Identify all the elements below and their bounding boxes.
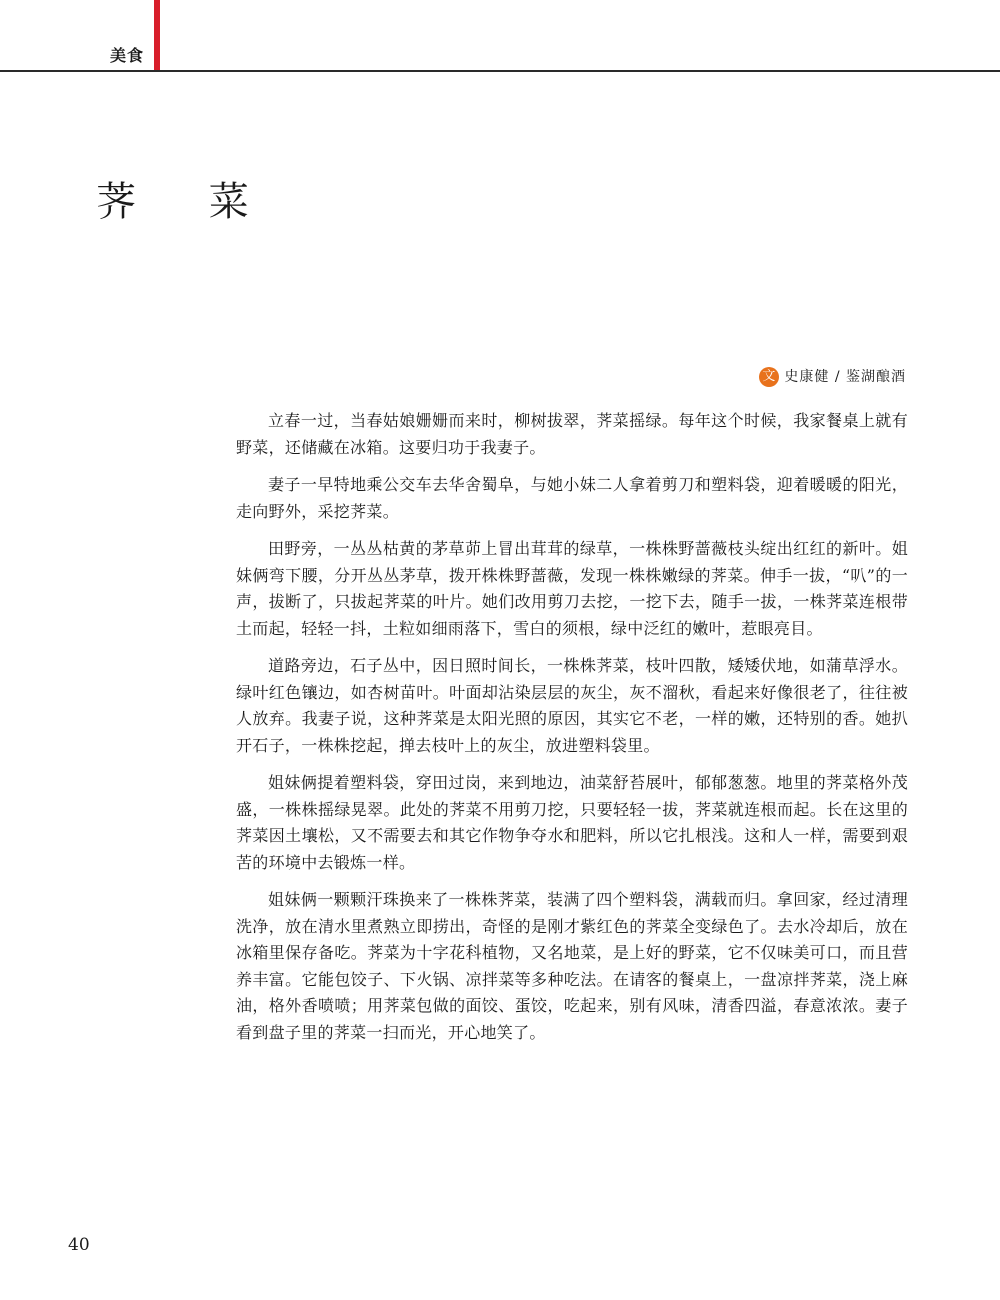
paragraph-3: 田野旁，一丛丛枯黄的茅草茆上冒出茸茸的绿草，一株株野蔷薇枝头绽出红红的新叶。姐妹俩弯下腰，分开丛丛茅草，拨开株株野蔷薇，发现一株株嫩绿的荠菜。伸手一拔，“叭”的一声，拔断了，只拔起荠菜的叶片。她们改用剪刀去挖，一挖下去，随手一拔，一株荠菜连根带土而起，轻轻一抖，土粒如细雨落下，雪白的须根，绿中泛红的嫩叶，惹眼亮目。 — [236, 539, 908, 638]
paragraph-2: 妻子一早特地乘公交车去华舍蜀阜，与她小妹二人拿着剪刀和塑料袋，迎着暖暖的阳光，走向野外，采挖荠菜。 — [236, 475, 908, 521]
byline — [759, 366, 906, 388]
page-number: 40 — [68, 1235, 90, 1255]
paragraph-5: 姐妹俩提着塑料袋，穿田过岗，来到地边，油菜舒苔展叶，郁郁葱葱。地里的荠菜格外茂盛，一株株摇绿晃翠。此处的荠菜不用剪刀挖，只要轻轻一拔，荠菜就连根而起。长在这里的荠菜因土壤松，又不需要去和其它作物争夺水和肥料，所以它扎根浅。这和人一样，需要到艰苦的环境中去锻炼一样。 — [236, 773, 908, 872]
section-label: 美食 — [110, 46, 145, 65]
paragraph-6: 姐妹俩一颗颗汗珠换来了一株株荠菜，装满了四个塑料袋，满载而归。拿回家，经过清理洗净，放在清水里煮熟立即捞出，奇怪的是刚才紫红色的荠菜全变绿色了。去水冷却后，放在冰箱里保存备吃。荠菜为十字花科植物，又名地菜，是上好的野菜，它不仅味美可口，而且营养丰富。它能包饺子、下火锅、凉拌菜等多种吃法。在请客的餐桌上，一盘凉拌荠菜，浇上麻油，格外香喷喷；用荠菜包做的面饺、蛋饺，吃起来，别有风味，清香四溢，春意浓浓。妻子看到盘子里的荠菜一扫而光，开心地笑了。 — [236, 890, 908, 1042]
article-body — [236, 408, 908, 1057]
paragraph-1: 立春一过，当春姑娘姗姗而来时，柳树拔翠，荠菜摇绿。每年这个时候，我家餐桌上就有野菜，还储藏在冰箱。这要归功于我妻子。 — [236, 411, 908, 457]
header-accent-bar — [154, 0, 160, 72]
byline-author: 史康健 / 鉴湖酿酒 — [784, 369, 906, 385]
paragraph-4: 道路旁边，石子丛中，因日照时间长，一株株荠菜，枝叶四散，矮矮伏地，如蒲草浮水。绿叶红色镶边，如杏树苗叶。叶面却沾染层层的灰尘，灰不溜秋，看起来好像很老了，往往被人放弃。我妻子说，这种荠菜是太阳光照的原因，其实它不老，一样的嫩，还特别的香。她扒开石子，一株株挖起，掸去枝叶上的灰尘，放进塑料袋里。 — [236, 656, 908, 755]
header-divider — [0, 70, 1000, 72]
byline-badge: 文 — [759, 367, 779, 387]
article-title: 荠 菜 — [96, 179, 279, 225]
